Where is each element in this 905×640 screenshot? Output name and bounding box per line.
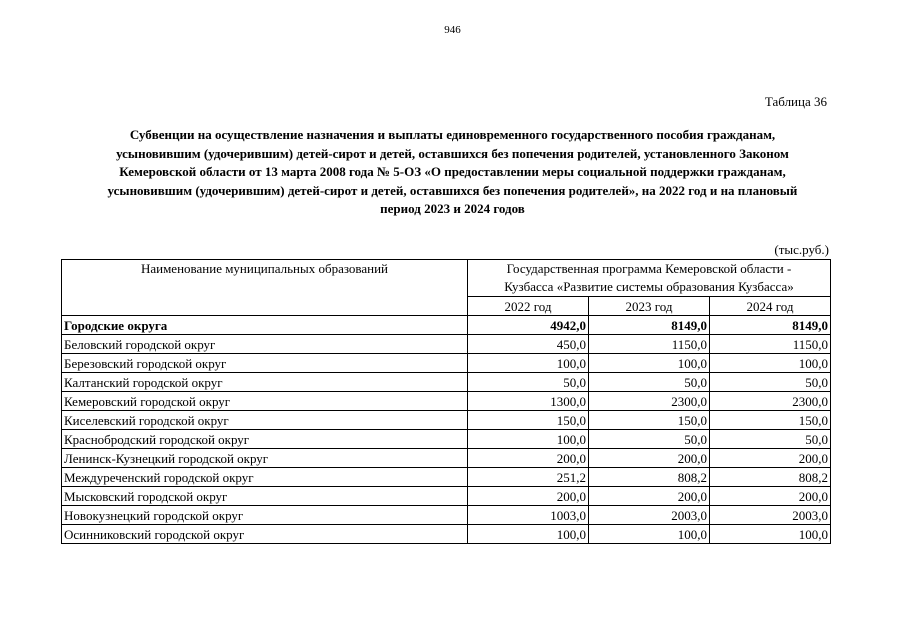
cell-2023: 50,0 xyxy=(589,373,710,392)
table-row xyxy=(62,506,831,525)
program-line: Государственная программа Кемеровской области - xyxy=(506,261,792,276)
title-line: усыновившим (удочерившим) детей-сирот и детей, оставшихся без попечения родителей», на 2022 год и на плановый xyxy=(107,182,798,198)
cell-name: Кемеровский городской округ xyxy=(62,392,468,411)
document-title xyxy=(65,126,840,219)
cell-name: Новокузнецкий городской округ xyxy=(62,506,468,525)
cell-2023: 808,2 xyxy=(589,468,710,487)
cell-2022: 1003,0 xyxy=(468,506,589,525)
column-header-2022: 2022 год xyxy=(468,297,589,316)
table-row-total xyxy=(62,316,831,335)
subsidy-table xyxy=(61,259,831,544)
table-row xyxy=(62,335,831,354)
cell-name: Ленинск-Кузнецкий городской округ xyxy=(62,449,468,468)
cell-2023: 100,0 xyxy=(589,354,710,373)
cell-2023: 2003,0 xyxy=(589,506,710,525)
column-header-name: Наименование муниципальных образований xyxy=(62,260,468,316)
cell-name: Мысковский городской округ xyxy=(62,487,468,506)
cell-2023: 50,0 xyxy=(589,430,710,449)
table-row xyxy=(62,411,831,430)
cell-2023: 1150,0 xyxy=(589,335,710,354)
column-header-program xyxy=(468,260,831,297)
cell-name: Калтанский городской округ xyxy=(62,373,468,392)
column-header-2024: 2024 год xyxy=(710,297,831,316)
cell-2022: 4942,0 xyxy=(468,316,589,335)
table-row xyxy=(62,487,831,506)
table-row xyxy=(62,430,831,449)
cell-2023: 150,0 xyxy=(589,411,710,430)
title-line: Субвенции на осуществление назначения и выплаты единовременного государственного пособия гражданам, xyxy=(129,127,776,142)
cell-2024: 2003,0 xyxy=(710,506,831,525)
title-line: Кемеровской области от 13 марта 2008 года № 5-ОЗ «О предоставлении меры социальной поддержки гражданам, xyxy=(119,164,786,180)
cell-2024: 200,0 xyxy=(710,449,831,468)
cell-2024: 100,0 xyxy=(710,354,831,373)
cell-name: Междуреченский городской округ xyxy=(62,468,468,487)
cell-name: Городские округа xyxy=(62,316,468,335)
page-number: 946 xyxy=(444,24,461,36)
cell-name: Краснобродский городской округ xyxy=(62,430,468,449)
units-label: (тыс.руб.) xyxy=(774,242,829,257)
cell-name: Киселевский городской округ xyxy=(62,411,468,430)
cell-2023: 100,0 xyxy=(589,525,710,544)
cell-name: Березовский городской округ xyxy=(62,354,468,373)
cell-2022: 450,0 xyxy=(468,335,589,354)
table-row xyxy=(62,392,831,411)
cell-2023: 200,0 xyxy=(589,487,710,506)
cell-2022: 1300,0 xyxy=(468,392,589,411)
table-row xyxy=(62,373,831,392)
cell-2024: 2300,0 xyxy=(710,392,831,411)
program-line: Кузбасса «Развитие системы образования Кузбасса» xyxy=(504,279,794,294)
cell-2024: 808,2 xyxy=(710,468,831,487)
cell-2022: 50,0 xyxy=(468,373,589,392)
table-row xyxy=(62,468,831,487)
title-line: усыновившим (удочерившим) детей-сирот и детей, оставшихся без попечения родителей, установленного Законом xyxy=(116,145,789,161)
cell-2022: 100,0 xyxy=(468,354,589,373)
table-row xyxy=(62,354,831,373)
cell-2024: 50,0 xyxy=(710,430,831,449)
cell-2022: 100,0 xyxy=(468,525,589,544)
cell-2024: 150,0 xyxy=(710,411,831,430)
cell-2024: 100,0 xyxy=(710,525,831,544)
cell-2024: 200,0 xyxy=(710,487,831,506)
cell-2024: 1150,0 xyxy=(710,335,831,354)
cell-2023: 8149,0 xyxy=(589,316,710,335)
table-row xyxy=(62,449,831,468)
cell-2022: 200,0 xyxy=(468,449,589,468)
cell-2023: 200,0 xyxy=(589,449,710,468)
cell-name: Беловский городской округ xyxy=(62,335,468,354)
cell-2022: 150,0 xyxy=(468,411,589,430)
cell-2024: 50,0 xyxy=(710,373,831,392)
cell-2022: 100,0 xyxy=(468,430,589,449)
cell-name: Осинниковский городской округ xyxy=(62,525,468,544)
table-row xyxy=(62,525,831,544)
title-line: период 2023 и 2024 годов xyxy=(380,201,525,217)
column-header-2023: 2023 год xyxy=(589,297,710,316)
table-label: Таблица 36 xyxy=(764,94,827,109)
cell-2022: 251,2 xyxy=(468,468,589,487)
cell-2024: 8149,0 xyxy=(710,316,831,335)
cell-2023: 2300,0 xyxy=(589,392,710,411)
cell-2022: 200,0 xyxy=(468,487,589,506)
header-row xyxy=(62,260,831,297)
